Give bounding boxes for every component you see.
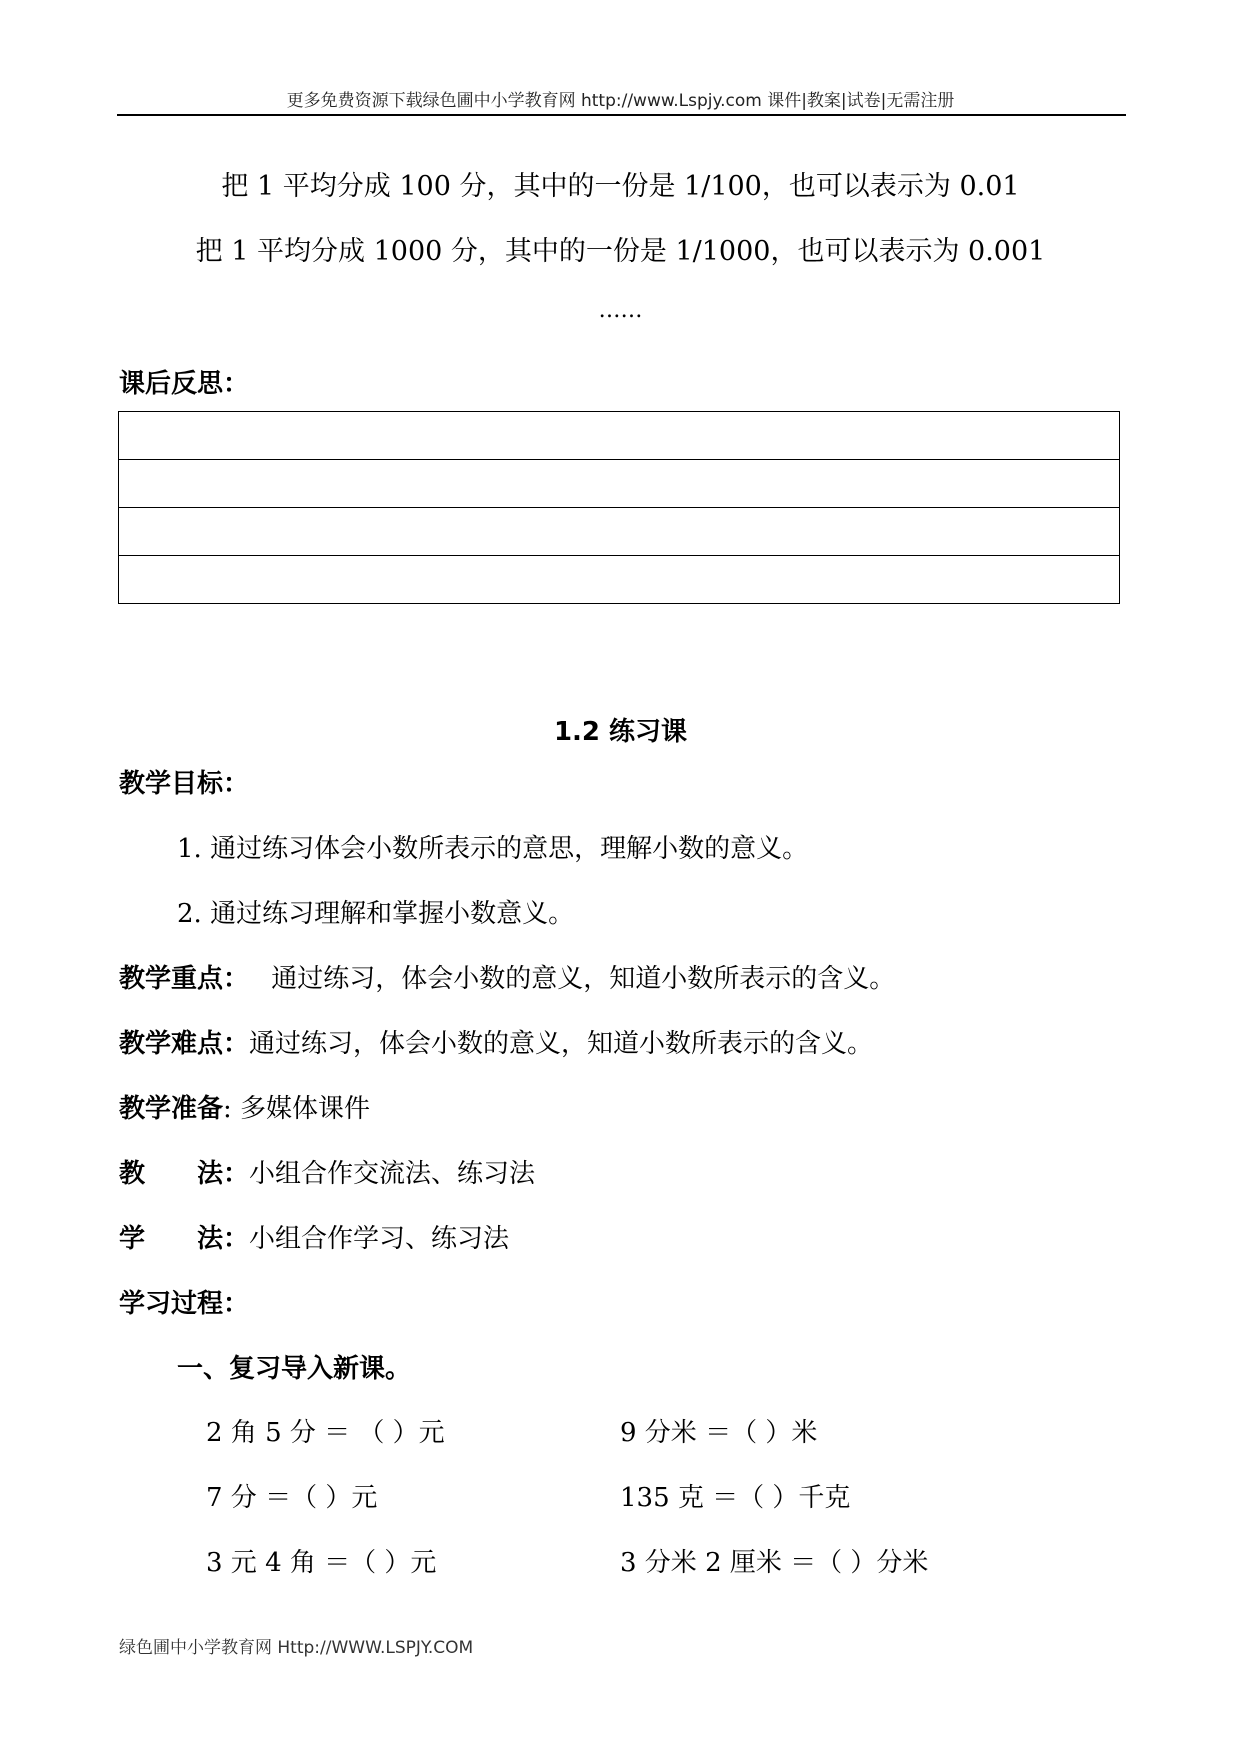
teaching-method-label: 教 bbox=[119, 1159, 146, 1189]
key-point-text: 通过练习，体会小数的意义，知道小数所表示的含义。 bbox=[271, 964, 896, 994]
reflection-cell[interactable] bbox=[119, 556, 1120, 604]
intro-line-2: 把 1 平均分成 1000 分，其中的一份是 1/1000，也可以表示为 0.001 bbox=[195, 236, 1046, 267]
goals-heading: 教学目标： bbox=[119, 769, 250, 799]
reflection-table bbox=[118, 411, 1120, 604]
teaching-method-label-suffix: 法： bbox=[197, 1159, 250, 1189]
teaching-method-row bbox=[119, 1153, 535, 1190]
goal-item-1: 1. 通过练习体会小数所表示的意思，理解小数的意义。 bbox=[177, 834, 809, 864]
key-point-row bbox=[119, 958, 895, 995]
preparation-text: : 多媒体课件 bbox=[223, 1094, 371, 1124]
preparation-label: 教学准备 bbox=[119, 1094, 224, 1124]
reflection-heading: 课后反思： bbox=[119, 369, 250, 399]
header-divider bbox=[117, 114, 1126, 116]
exercise-left-3: 3 元 4 角 ＝（ ）元 bbox=[206, 1548, 437, 1578]
difficulty-text: 通过练习，体会小数的意义，知道小数所表示的含义。 bbox=[249, 1029, 874, 1059]
reflection-cell[interactable] bbox=[119, 460, 1120, 508]
preparation-row bbox=[119, 1088, 370, 1125]
exercise-right-1: 9 分米 ＝（ ）米 bbox=[620, 1418, 818, 1448]
key-point-label: 教学重点： bbox=[119, 964, 250, 994]
section-heading-1: 一、复习导入新课。 bbox=[177, 1354, 412, 1384]
study-method-text: 小组合作学习、练习法 bbox=[249, 1224, 510, 1254]
exercise-left-2: 7 分 ＝（ ）元 bbox=[206, 1483, 378, 1513]
study-method-label-suffix: 法： bbox=[197, 1224, 250, 1254]
reflection-row bbox=[119, 508, 1120, 556]
intro-ellipsis: …… bbox=[598, 298, 643, 323]
goal-item-2: 2. 通过练习理解和掌握小数意义。 bbox=[177, 899, 575, 929]
page-header: 更多免费资源下载绿色圃中小学教育网 http://www.Lspjy.com 课件|教案|试卷|无需注册 bbox=[286, 91, 955, 111]
page-footer: 绿色圃中小学教育网 Http://WWW.LSPJY.COM bbox=[119, 1638, 474, 1658]
intro-line-1: 把 1 平均分成 100 分，其中的一份是 1/100，也可以表示为 0.01 bbox=[221, 171, 1020, 202]
reflection-row bbox=[119, 412, 1120, 460]
exercise-right-3: 3 分米 2 厘米 ＝（ ）分米 bbox=[620, 1548, 929, 1578]
difficulty-label: 教学难点： bbox=[119, 1029, 250, 1059]
reflection-row bbox=[119, 460, 1120, 508]
reflection-cell[interactable] bbox=[119, 508, 1120, 556]
exercise-right-2: 135 克 ＝（ ）千克 bbox=[620, 1483, 851, 1513]
study-method-label: 学 bbox=[119, 1224, 146, 1254]
difficulty-row bbox=[119, 1023, 873, 1060]
exercise-left-1: 2 角 5 分 ＝ （ ）元 bbox=[206, 1418, 445, 1448]
reflection-cell[interactable] bbox=[119, 412, 1120, 460]
reflection-row bbox=[119, 556, 1120, 604]
study-method-row bbox=[119, 1218, 509, 1255]
process-heading: 学习过程： bbox=[119, 1289, 250, 1319]
teaching-method-text: 小组合作交流法、练习法 bbox=[249, 1159, 536, 1189]
lesson-title: 1.2 练习课 bbox=[553, 717, 688, 747]
